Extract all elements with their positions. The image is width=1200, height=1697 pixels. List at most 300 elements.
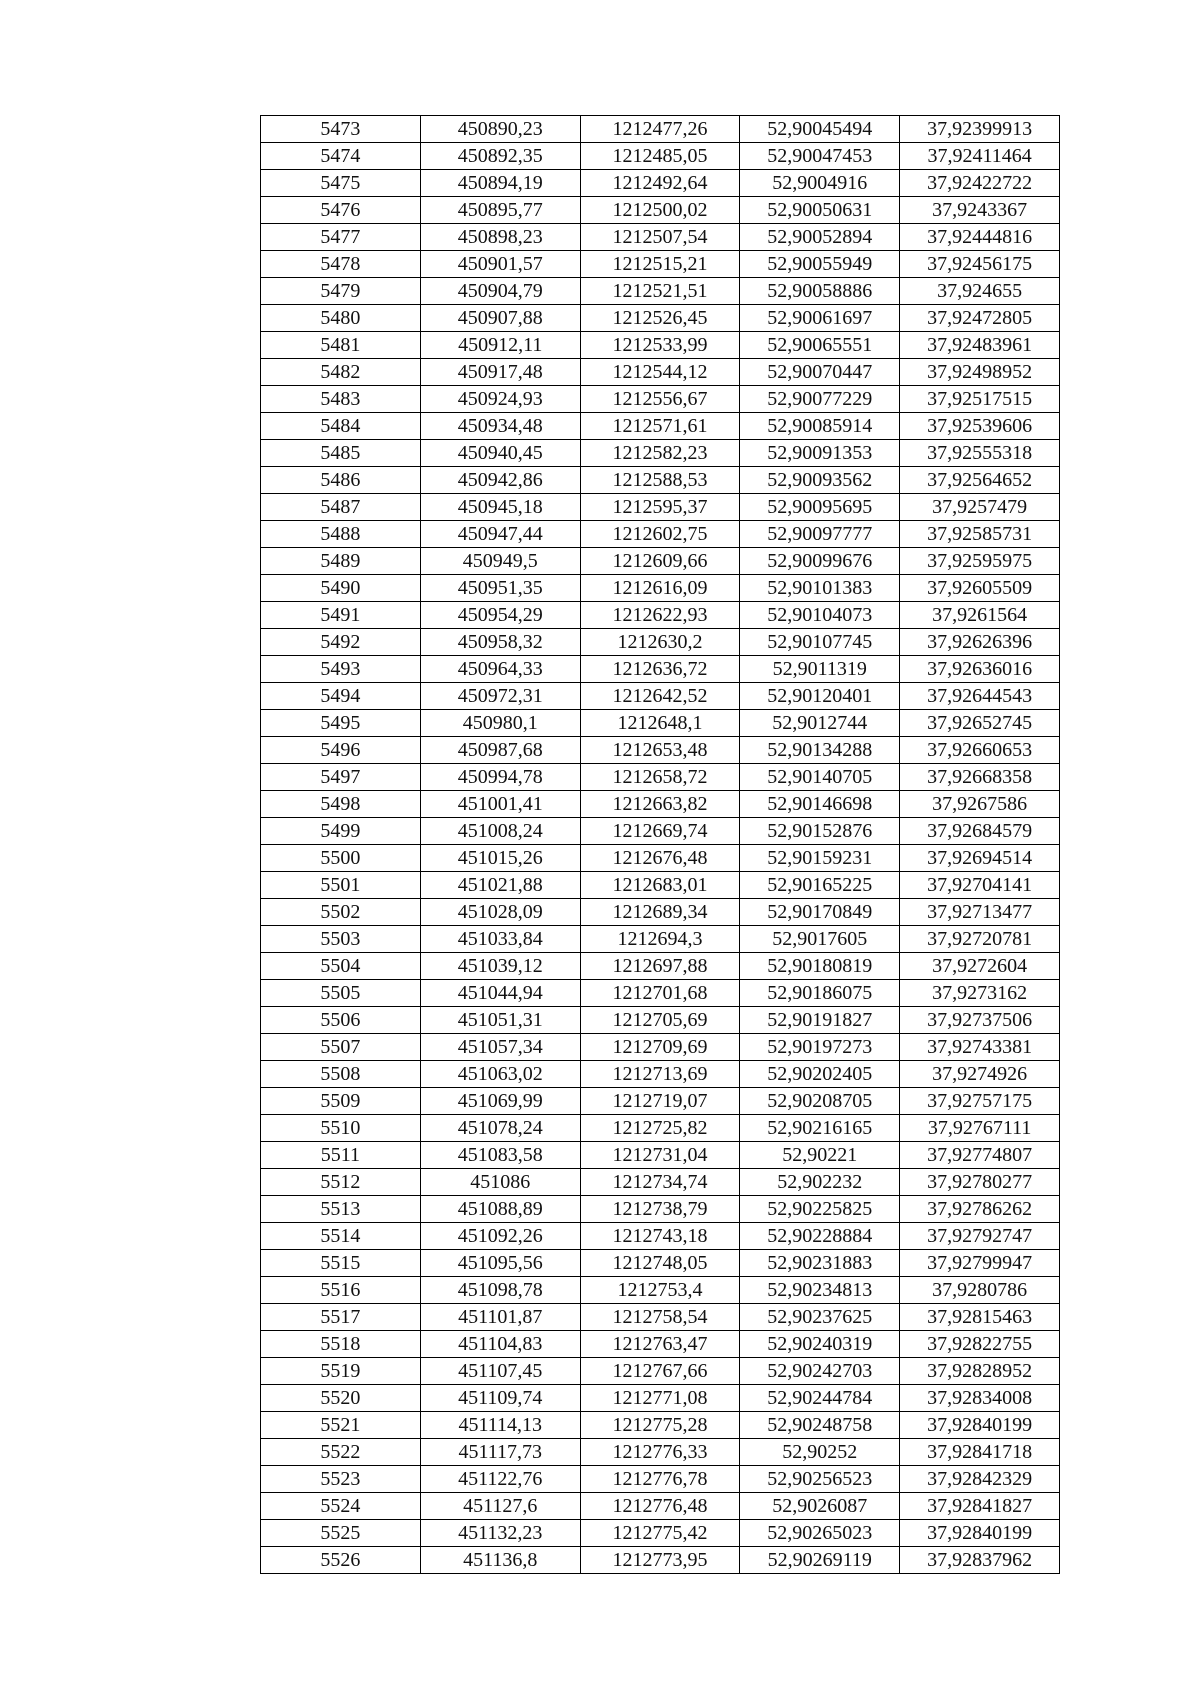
- y-coordinate-cell: 1212533,99: [580, 332, 740, 359]
- latitude-cell: 52,90050631: [740, 197, 900, 224]
- y-coordinate-cell: 1212616,09: [580, 575, 740, 602]
- table-row: [261, 1034, 1060, 1061]
- y-coordinate-cell: 1212669,74: [580, 818, 740, 845]
- longitude-cell: 37,92774807: [900, 1142, 1060, 1169]
- table-row: [261, 764, 1060, 791]
- point-number-cell: 5493: [261, 656, 421, 683]
- point-number-cell: 5512: [261, 1169, 421, 1196]
- longitude-cell: 37,92737506: [900, 1007, 1060, 1034]
- point-number-cell: 5484: [261, 413, 421, 440]
- latitude-cell: 52,90165225: [740, 872, 900, 899]
- x-coordinate-cell: 450958,32: [420, 629, 580, 656]
- point-number-cell: 5492: [261, 629, 421, 656]
- longitude-cell: 37,92704141: [900, 872, 1060, 899]
- latitude-cell: 52,90152876: [740, 818, 900, 845]
- x-coordinate-cell: 450940,45: [420, 440, 580, 467]
- latitude-cell: 52,90045494: [740, 116, 900, 143]
- latitude-cell: 52,90242703: [740, 1358, 900, 1385]
- y-coordinate-cell: 1212500,02: [580, 197, 740, 224]
- table-row: [261, 1493, 1060, 1520]
- longitude-cell: 37,92713477: [900, 899, 1060, 926]
- longitude-cell: 37,92539606: [900, 413, 1060, 440]
- latitude-cell: 52,90070447: [740, 359, 900, 386]
- table-row: [261, 872, 1060, 899]
- longitude-cell: 37,92498952: [900, 359, 1060, 386]
- y-coordinate-cell: 1212595,37: [580, 494, 740, 521]
- longitude-cell: 37,92684579: [900, 818, 1060, 845]
- point-number-cell: 5485: [261, 440, 421, 467]
- x-coordinate-cell: 450890,23: [420, 116, 580, 143]
- point-number-cell: 5501: [261, 872, 421, 899]
- x-coordinate-cell: 450898,23: [420, 224, 580, 251]
- x-coordinate-cell: 450945,18: [420, 494, 580, 521]
- x-coordinate-cell: 450972,31: [420, 683, 580, 710]
- point-number-cell: 5525: [261, 1520, 421, 1547]
- x-coordinate-cell: 450949,5: [420, 548, 580, 575]
- table-row: [261, 440, 1060, 467]
- longitude-cell: 37,9272604: [900, 953, 1060, 980]
- latitude-cell: 52,90099676: [740, 548, 900, 575]
- table-row: [261, 1088, 1060, 1115]
- x-coordinate-cell: 450951,35: [420, 575, 580, 602]
- y-coordinate-cell: 1212630,2: [580, 629, 740, 656]
- y-coordinate-cell: 1212676,48: [580, 845, 740, 872]
- table-row: [261, 1142, 1060, 1169]
- y-coordinate-cell: 1212588,53: [580, 467, 740, 494]
- x-coordinate-cell: 451098,78: [420, 1277, 580, 1304]
- point-number-cell: 5504: [261, 953, 421, 980]
- point-number-cell: 5514: [261, 1223, 421, 1250]
- latitude-cell: 52,9004916: [740, 170, 900, 197]
- point-number-cell: 5498: [261, 791, 421, 818]
- y-coordinate-cell: 1212743,18: [580, 1223, 740, 1250]
- point-number-cell: 5479: [261, 278, 421, 305]
- x-coordinate-cell: 450994,78: [420, 764, 580, 791]
- longitude-cell: 37,92483961: [900, 332, 1060, 359]
- y-coordinate-cell: 1212544,12: [580, 359, 740, 386]
- y-coordinate-cell: 1212767,66: [580, 1358, 740, 1385]
- x-coordinate-cell: 451083,58: [420, 1142, 580, 1169]
- latitude-cell: 52,90256523: [740, 1466, 900, 1493]
- table-row: [261, 1439, 1060, 1466]
- longitude-cell: 37,92780277: [900, 1169, 1060, 1196]
- y-coordinate-cell: 1212622,93: [580, 602, 740, 629]
- coordinates-table: [260, 115, 1060, 1574]
- point-number-cell: 5519: [261, 1358, 421, 1385]
- x-coordinate-cell: 450895,77: [420, 197, 580, 224]
- table-row: [261, 1358, 1060, 1385]
- y-coordinate-cell: 1212507,54: [580, 224, 740, 251]
- longitude-cell: 37,92834008: [900, 1385, 1060, 1412]
- latitude-cell: 52,902232: [740, 1169, 900, 1196]
- latitude-cell: 52,90047453: [740, 143, 900, 170]
- point-number-cell: 5518: [261, 1331, 421, 1358]
- table-row: [261, 494, 1060, 521]
- x-coordinate-cell: 451104,83: [420, 1331, 580, 1358]
- longitude-cell: 37,92399913: [900, 116, 1060, 143]
- point-number-cell: 5476: [261, 197, 421, 224]
- point-number-cell: 5494: [261, 683, 421, 710]
- table-row: [261, 683, 1060, 710]
- latitude-cell: 52,9011319: [740, 656, 900, 683]
- latitude-cell: 52,90101383: [740, 575, 900, 602]
- latitude-cell: 52,90077229: [740, 386, 900, 413]
- longitude-cell: 37,92841718: [900, 1439, 1060, 1466]
- x-coordinate-cell: 450980,1: [420, 710, 580, 737]
- point-number-cell: 5509: [261, 1088, 421, 1115]
- x-coordinate-cell: 450987,68: [420, 737, 580, 764]
- longitude-cell: 37,92644543: [900, 683, 1060, 710]
- longitude-cell: 37,92694514: [900, 845, 1060, 872]
- longitude-cell: 37,92444816: [900, 224, 1060, 251]
- latitude-cell: 52,90231883: [740, 1250, 900, 1277]
- point-number-cell: 5506: [261, 1007, 421, 1034]
- latitude-cell: 52,90104073: [740, 602, 900, 629]
- latitude-cell: 52,90234813: [740, 1277, 900, 1304]
- x-coordinate-cell: 450947,44: [420, 521, 580, 548]
- x-coordinate-cell: 451117,73: [420, 1439, 580, 1466]
- point-number-cell: 5474: [261, 143, 421, 170]
- x-coordinate-cell: 450894,19: [420, 170, 580, 197]
- latitude-cell: 52,90202405: [740, 1061, 900, 1088]
- longitude-cell: 37,9257479: [900, 494, 1060, 521]
- point-number-cell: 5503: [261, 926, 421, 953]
- table-row: [261, 143, 1060, 170]
- table-row: [261, 1223, 1060, 1250]
- latitude-cell: 52,9026087: [740, 1493, 900, 1520]
- latitude-cell: 52,90216165: [740, 1115, 900, 1142]
- table-row: [261, 548, 1060, 575]
- table-row: [261, 170, 1060, 197]
- point-number-cell: 5482: [261, 359, 421, 386]
- y-coordinate-cell: 1212689,34: [580, 899, 740, 926]
- y-coordinate-cell: 1212776,33: [580, 1439, 740, 1466]
- y-coordinate-cell: 1212515,21: [580, 251, 740, 278]
- latitude-cell: 52,90186075: [740, 980, 900, 1007]
- x-coordinate-cell: 451127,6: [420, 1493, 580, 1520]
- x-coordinate-cell: 450912,11: [420, 332, 580, 359]
- table-row: [261, 1115, 1060, 1142]
- table-row: [261, 1277, 1060, 1304]
- table-row: [261, 980, 1060, 1007]
- table-row: [261, 1007, 1060, 1034]
- y-coordinate-cell: 1212571,61: [580, 413, 740, 440]
- table-row: [261, 845, 1060, 872]
- longitude-cell: 37,92626396: [900, 629, 1060, 656]
- table-row: [261, 1331, 1060, 1358]
- latitude-cell: 52,90065551: [740, 332, 900, 359]
- y-coordinate-cell: 1212642,52: [580, 683, 740, 710]
- x-coordinate-cell: 451001,41: [420, 791, 580, 818]
- latitude-cell: 52,90120401: [740, 683, 900, 710]
- x-coordinate-cell: 451136,8: [420, 1547, 580, 1574]
- y-coordinate-cell: 1212771,08: [580, 1385, 740, 1412]
- longitude-cell: 37,92652745: [900, 710, 1060, 737]
- coordinates-table-body: [261, 116, 1060, 1574]
- longitude-cell: 37,92422722: [900, 170, 1060, 197]
- point-number-cell: 5526: [261, 1547, 421, 1574]
- table-row: [261, 1547, 1060, 1574]
- point-number-cell: 5488: [261, 521, 421, 548]
- longitude-cell: 37,92786262: [900, 1196, 1060, 1223]
- table-row: [261, 359, 1060, 386]
- y-coordinate-cell: 1212775,28: [580, 1412, 740, 1439]
- y-coordinate-cell: 1212709,69: [580, 1034, 740, 1061]
- latitude-cell: 52,90191827: [740, 1007, 900, 1034]
- y-coordinate-cell: 1212734,74: [580, 1169, 740, 1196]
- y-coordinate-cell: 1212748,05: [580, 1250, 740, 1277]
- y-coordinate-cell: 1212697,88: [580, 953, 740, 980]
- longitude-cell: 37,92822755: [900, 1331, 1060, 1358]
- point-number-cell: 5483: [261, 386, 421, 413]
- x-coordinate-cell: 451051,31: [420, 1007, 580, 1034]
- table-row: [261, 602, 1060, 629]
- y-coordinate-cell: 1212725,82: [580, 1115, 740, 1142]
- y-coordinate-cell: 1212776,48: [580, 1493, 740, 1520]
- point-number-cell: 5500: [261, 845, 421, 872]
- longitude-cell: 37,92841827: [900, 1493, 1060, 1520]
- point-number-cell: 5487: [261, 494, 421, 521]
- latitude-cell: 52,90269119: [740, 1547, 900, 1574]
- y-coordinate-cell: 1212521,51: [580, 278, 740, 305]
- y-coordinate-cell: 1212731,04: [580, 1142, 740, 1169]
- latitude-cell: 52,90237625: [740, 1304, 900, 1331]
- y-coordinate-cell: 1212758,54: [580, 1304, 740, 1331]
- longitude-cell: 37,92564652: [900, 467, 1060, 494]
- table-row: [261, 116, 1060, 143]
- y-coordinate-cell: 1212653,48: [580, 737, 740, 764]
- x-coordinate-cell: 451086: [420, 1169, 580, 1196]
- y-coordinate-cell: 1212663,82: [580, 791, 740, 818]
- longitude-cell: 37,92828952: [900, 1358, 1060, 1385]
- longitude-cell: 37,92743381: [900, 1034, 1060, 1061]
- y-coordinate-cell: 1212738,79: [580, 1196, 740, 1223]
- table-row: [261, 1412, 1060, 1439]
- x-coordinate-cell: 451109,74: [420, 1385, 580, 1412]
- point-number-cell: 5517: [261, 1304, 421, 1331]
- longitude-cell: 37,92720781: [900, 926, 1060, 953]
- table-row: [261, 197, 1060, 224]
- y-coordinate-cell: 1212753,4: [580, 1277, 740, 1304]
- longitude-cell: 37,92842329: [900, 1466, 1060, 1493]
- point-number-cell: 5513: [261, 1196, 421, 1223]
- longitude-cell: 37,92472805: [900, 305, 1060, 332]
- latitude-cell: 52,90055949: [740, 251, 900, 278]
- point-number-cell: 5478: [261, 251, 421, 278]
- table-row: [261, 629, 1060, 656]
- table-row: [261, 1061, 1060, 1088]
- point-number-cell: 5475: [261, 170, 421, 197]
- longitude-cell: 37,92411464: [900, 143, 1060, 170]
- latitude-cell: 52,90265023: [740, 1520, 900, 1547]
- longitude-cell: 37,92595975: [900, 548, 1060, 575]
- point-number-cell: 5481: [261, 332, 421, 359]
- table-row: [261, 1169, 1060, 1196]
- x-coordinate-cell: 451021,88: [420, 872, 580, 899]
- x-coordinate-cell: 451078,24: [420, 1115, 580, 1142]
- latitude-cell: 52,90170849: [740, 899, 900, 926]
- x-coordinate-cell: 451033,84: [420, 926, 580, 953]
- latitude-cell: 52,90134288: [740, 737, 900, 764]
- longitude-cell: 37,92767111: [900, 1115, 1060, 1142]
- latitude-cell: 52,9017605: [740, 926, 900, 953]
- longitude-cell: 37,92799947: [900, 1250, 1060, 1277]
- x-coordinate-cell: 450904,79: [420, 278, 580, 305]
- latitude-cell: 52,90180819: [740, 953, 900, 980]
- table-row: [261, 1250, 1060, 1277]
- longitude-cell: 37,92585731: [900, 521, 1060, 548]
- x-coordinate-cell: 451028,09: [420, 899, 580, 926]
- latitude-cell: 52,90252: [740, 1439, 900, 1466]
- longitude-cell: 37,92660653: [900, 737, 1060, 764]
- table-row: [261, 251, 1060, 278]
- table-row: [261, 467, 1060, 494]
- latitude-cell: 52,90240319: [740, 1331, 900, 1358]
- table-row: [261, 278, 1060, 305]
- point-number-cell: 5491: [261, 602, 421, 629]
- point-number-cell: 5516: [261, 1277, 421, 1304]
- point-number-cell: 5507: [261, 1034, 421, 1061]
- latitude-cell: 52,90197273: [740, 1034, 900, 1061]
- point-number-cell: 5473: [261, 116, 421, 143]
- point-number-cell: 5521: [261, 1412, 421, 1439]
- x-coordinate-cell: 451114,13: [420, 1412, 580, 1439]
- table-row: [261, 818, 1060, 845]
- y-coordinate-cell: 1212683,01: [580, 872, 740, 899]
- y-coordinate-cell: 1212763,47: [580, 1331, 740, 1358]
- point-number-cell: 5496: [261, 737, 421, 764]
- point-number-cell: 5490: [261, 575, 421, 602]
- longitude-cell: 37,92757175: [900, 1088, 1060, 1115]
- y-coordinate-cell: 1212773,95: [580, 1547, 740, 1574]
- y-coordinate-cell: 1212485,05: [580, 143, 740, 170]
- y-coordinate-cell: 1212609,66: [580, 548, 740, 575]
- y-coordinate-cell: 1212477,26: [580, 116, 740, 143]
- longitude-cell: 37,9261564: [900, 602, 1060, 629]
- table-row: [261, 305, 1060, 332]
- table-row: [261, 575, 1060, 602]
- longitude-cell: 37,9274926: [900, 1061, 1060, 1088]
- y-coordinate-cell: 1212658,72: [580, 764, 740, 791]
- x-coordinate-cell: 451132,23: [420, 1520, 580, 1547]
- x-coordinate-cell: 451044,94: [420, 980, 580, 1007]
- table-row: [261, 656, 1060, 683]
- latitude-cell: 52,90095695: [740, 494, 900, 521]
- table-row: [261, 791, 1060, 818]
- point-number-cell: 5495: [261, 710, 421, 737]
- longitude-cell: 37,92636016: [900, 656, 1060, 683]
- x-coordinate-cell: 450924,93: [420, 386, 580, 413]
- x-coordinate-cell: 451092,26: [420, 1223, 580, 1250]
- y-coordinate-cell: 1212648,1: [580, 710, 740, 737]
- table-row: [261, 413, 1060, 440]
- x-coordinate-cell: 450907,88: [420, 305, 580, 332]
- longitude-cell: 37,92792747: [900, 1223, 1060, 1250]
- latitude-cell: 52,90058886: [740, 278, 900, 305]
- table-row: [261, 926, 1060, 953]
- x-coordinate-cell: 450964,33: [420, 656, 580, 683]
- point-number-cell: 5524: [261, 1493, 421, 1520]
- longitude-cell: 37,92815463: [900, 1304, 1060, 1331]
- latitude-cell: 52,90061697: [740, 305, 900, 332]
- y-coordinate-cell: 1212719,07: [580, 1088, 740, 1115]
- point-number-cell: 5497: [261, 764, 421, 791]
- point-number-cell: 5499: [261, 818, 421, 845]
- latitude-cell: 52,90107745: [740, 629, 900, 656]
- point-number-cell: 5523: [261, 1466, 421, 1493]
- y-coordinate-cell: 1212701,68: [580, 980, 740, 1007]
- longitude-cell: 37,92837962: [900, 1547, 1060, 1574]
- y-coordinate-cell: 1212775,42: [580, 1520, 740, 1547]
- table-row: [261, 899, 1060, 926]
- y-coordinate-cell: 1212776,78: [580, 1466, 740, 1493]
- point-number-cell: 5489: [261, 548, 421, 575]
- x-coordinate-cell: 451088,89: [420, 1196, 580, 1223]
- x-coordinate-cell: 450942,86: [420, 467, 580, 494]
- x-coordinate-cell: 451101,87: [420, 1304, 580, 1331]
- y-coordinate-cell: 1212705,69: [580, 1007, 740, 1034]
- latitude-cell: 52,90140705: [740, 764, 900, 791]
- point-number-cell: 5520: [261, 1385, 421, 1412]
- longitude-cell: 37,9280786: [900, 1277, 1060, 1304]
- point-number-cell: 5511: [261, 1142, 421, 1169]
- point-number-cell: 5486: [261, 467, 421, 494]
- table-row: [261, 953, 1060, 980]
- table-row: [261, 1304, 1060, 1331]
- longitude-cell: 37,92555318: [900, 440, 1060, 467]
- point-number-cell: 5508: [261, 1061, 421, 1088]
- table-row: [261, 521, 1060, 548]
- table-row: [261, 1520, 1060, 1547]
- y-coordinate-cell: 1212582,23: [580, 440, 740, 467]
- x-coordinate-cell: 451057,34: [420, 1034, 580, 1061]
- longitude-cell: 37,92517515: [900, 386, 1060, 413]
- longitude-cell: 37,92840199: [900, 1412, 1060, 1439]
- longitude-cell: 37,9273162: [900, 980, 1060, 1007]
- latitude-cell: 52,90244784: [740, 1385, 900, 1412]
- point-number-cell: 5515: [261, 1250, 421, 1277]
- point-number-cell: 5505: [261, 980, 421, 1007]
- latitude-cell: 52,90093562: [740, 467, 900, 494]
- latitude-cell: 52,90097777: [740, 521, 900, 548]
- x-coordinate-cell: 451063,02: [420, 1061, 580, 1088]
- longitude-cell: 37,92605509: [900, 575, 1060, 602]
- table-row: [261, 1196, 1060, 1223]
- longitude-cell: 37,9267586: [900, 791, 1060, 818]
- point-number-cell: 5477: [261, 224, 421, 251]
- y-coordinate-cell: 1212636,72: [580, 656, 740, 683]
- longitude-cell: 37,92840199: [900, 1520, 1060, 1547]
- x-coordinate-cell: 450954,29: [420, 602, 580, 629]
- y-coordinate-cell: 1212492,64: [580, 170, 740, 197]
- x-coordinate-cell: 451107,45: [420, 1358, 580, 1385]
- latitude-cell: 52,90221: [740, 1142, 900, 1169]
- latitude-cell: 52,90208705: [740, 1088, 900, 1115]
- table-row: [261, 386, 1060, 413]
- latitude-cell: 52,9012744: [740, 710, 900, 737]
- x-coordinate-cell: 451015,26: [420, 845, 580, 872]
- y-coordinate-cell: 1212694,3: [580, 926, 740, 953]
- latitude-cell: 52,90225825: [740, 1196, 900, 1223]
- x-coordinate-cell: 451095,56: [420, 1250, 580, 1277]
- table-row: [261, 1385, 1060, 1412]
- y-coordinate-cell: 1212556,67: [580, 386, 740, 413]
- x-coordinate-cell: 451039,12: [420, 953, 580, 980]
- latitude-cell: 52,90146698: [740, 791, 900, 818]
- longitude-cell: 37,924655: [900, 278, 1060, 305]
- longitude-cell: 37,92456175: [900, 251, 1060, 278]
- point-number-cell: 5502: [261, 899, 421, 926]
